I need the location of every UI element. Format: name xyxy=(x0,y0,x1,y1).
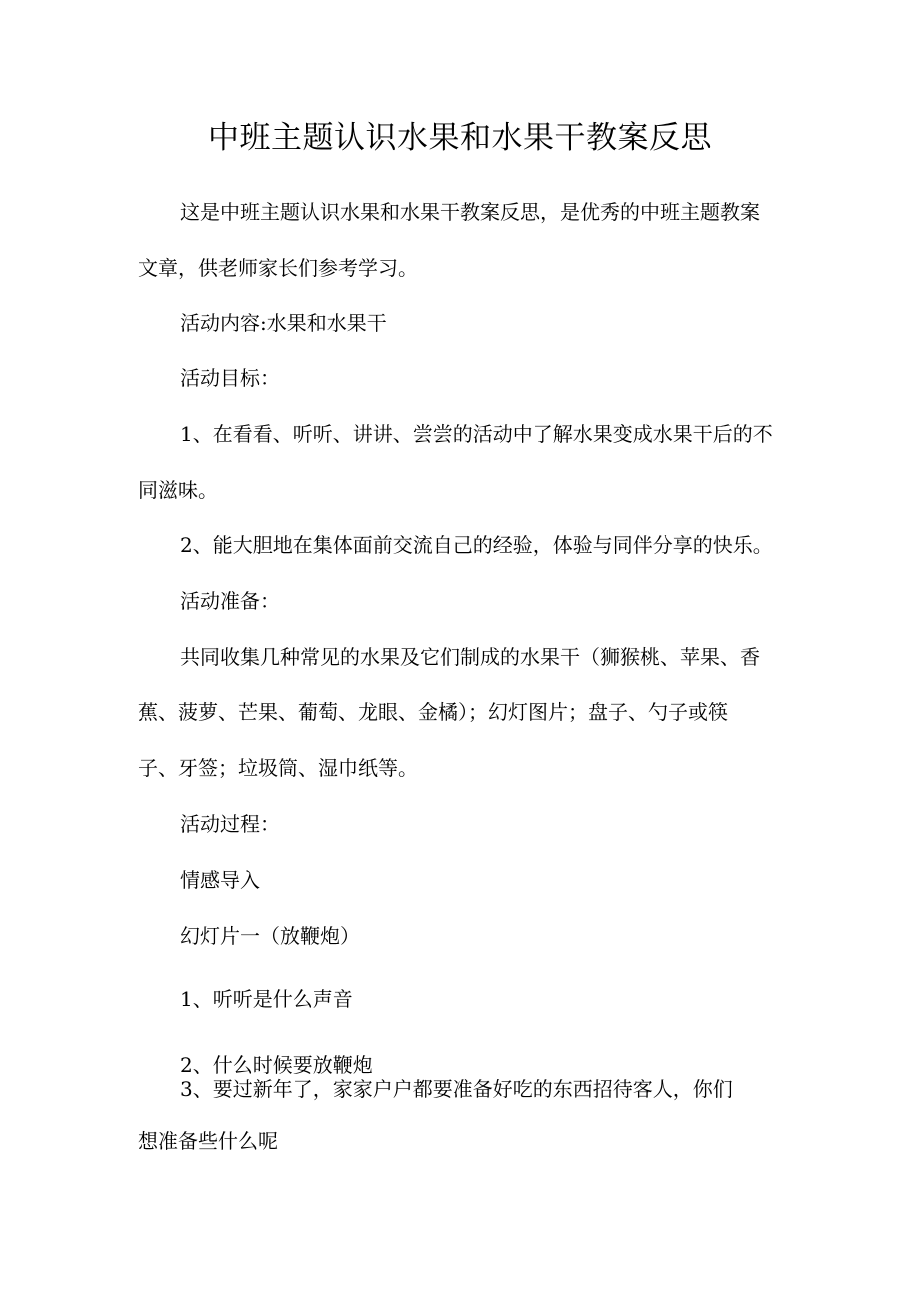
paragraph-line: 想准备些什么呢 xyxy=(138,1129,278,1153)
paragraph-line: 活动内容:水果和水果干 xyxy=(180,311,387,335)
paragraph-line: 3、要过新年了，家家户户都要准备好吃的东西招待客人，你们 xyxy=(180,1077,733,1101)
document-title: 中班主题认识水果和水果干教案反思 xyxy=(208,120,712,156)
paragraph-line: 同滋味。 xyxy=(138,478,218,502)
paragraph-line: 这是中班主题认识水果和水果干教案反思，是优秀的中班主题教案 xyxy=(180,200,760,224)
paragraph-line: 2、能大胆地在集体面前交流自己的经验，体验与同伴分享的快乐。 xyxy=(180,533,773,557)
paragraph-line: 子、牙签；垃圾筒、湿巾纸等。 xyxy=(138,756,418,780)
paragraph-line: 活动准备： xyxy=(180,589,280,613)
paragraph-line: 共同收集几种常见的水果及它们制成的水果干（狮猴桃、苹果、香 xyxy=(180,645,760,669)
paragraph-line: 1、听听是什么声音 xyxy=(180,987,353,1011)
paragraph-line: 蕉、菠萝、芒果、葡萄、龙眼、金橘）；幻灯图片；盘子、勺子或筷 xyxy=(138,700,728,724)
paragraph-line: 2、什么时候要放鞭炮 xyxy=(180,1053,373,1077)
paragraph-line: 活动过程： xyxy=(180,812,280,836)
paragraph-line: 活动目标： xyxy=(180,366,280,390)
paragraph-line: 情感导入 xyxy=(180,868,260,892)
paragraph-line: 1、在看看、听听、讲讲、尝尝的活动中了解水果变成水果干后的不 xyxy=(180,422,773,446)
paragraph-line: 文章，供老师家长们参考学习。 xyxy=(138,256,418,280)
paragraph-line: 幻灯片一（放鞭炮） xyxy=(180,924,360,948)
